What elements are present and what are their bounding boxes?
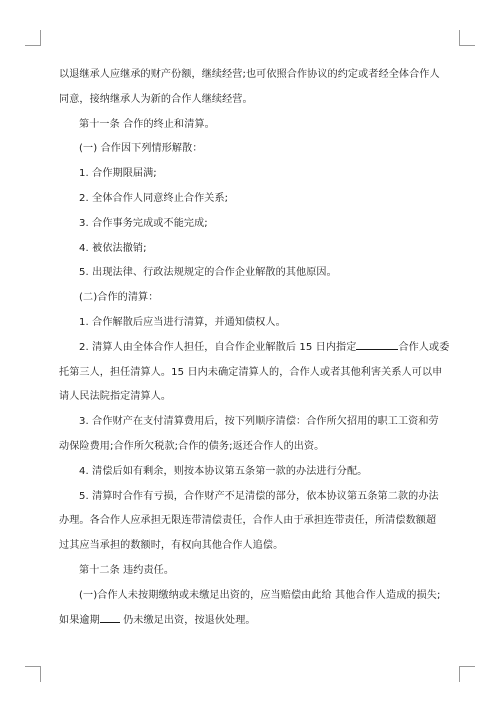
fill-in-blank [100, 610, 120, 623]
paragraph-line: 以退继承人应继承的财产份额，继续经营;也可依照合作协议的约定或者经全体合作人 [59, 69, 440, 80]
section-heading-dissolution: (一) 合作因下列情形解散： [79, 143, 203, 155]
paragraph-line: 过其应当承担的数额时，有权向其他合作人追偿。 [59, 540, 284, 552]
crop-mark-bottom-right [459, 666, 460, 682]
text-segment: 合作人或委 [398, 341, 450, 353]
list-item: 4. 被依法撤销; [79, 242, 147, 254]
list-item: 3. 合作事务完成或不能完成; [79, 217, 208, 229]
crop-mark-top-left [40, 30, 41, 46]
list-item: 4. 清偿后如有剩余，则按本协议第五条第一款的办法进行分配。 [79, 465, 368, 477]
list-item: 5. 清算时合作有亏损，合作财产不足清偿的部分，依本协议第五条第二款的办法 [79, 490, 439, 502]
paragraph-line: 办理。各合作人应承担无限连带清偿责任，合作人由于承担连带责任，所清偿数额超 [59, 515, 437, 527]
crop-mark-top-left [25, 45, 40, 46]
list-item: (一)合作人未按期缴纳或未缴足出资的，应当赔偿由此给 其他合作人造成的损失; [79, 589, 441, 601]
crop-mark-bottom-right [459, 666, 475, 667]
paragraph-line: 动保险费用;合作所欠税款;合作的债务;返还合作人的出资。 [59, 440, 325, 452]
text-segment: 如果逾期 [59, 614, 100, 626]
article-heading-11: 第十一条 合作的终止和清算。 [79, 118, 215, 130]
document-body [59, 63, 449, 633]
fill-in-blank [356, 337, 398, 350]
section-heading-liquidation: (二)合作的清算： [79, 292, 159, 304]
crop-mark-bottom-left [25, 666, 40, 667]
paragraph-line: 托第三人，担任清算人。15 日内未确定清算人的，合作人或者其他利害关系人可以申 [59, 366, 443, 378]
crop-mark-top-right [459, 30, 460, 46]
text-segment: 2. 清算人由全体合作人担任，自合作企业解散后 15 日内指定 [79, 341, 357, 353]
list-item: 1. 合作解散后应当进行清算，并通知债权人。 [79, 316, 286, 328]
crop-mark-top-right [459, 45, 475, 46]
paragraph-line: 请人民法院指定清算人。 [59, 391, 172, 403]
list-item: 3. 合作财产在支付清算费用后，按下列顺序清偿：合作所欠招用的职工工资和劳 [79, 416, 439, 428]
list-item [59, 336, 449, 361]
paragraph-line [59, 609, 449, 634]
crop-mark-bottom-left [40, 666, 41, 682]
list-item: 2. 全体合作人同意终止合作关系; [79, 192, 229, 204]
list-item: 1. 合作期限届满; [79, 168, 157, 180]
text-segment: 仍未缴足出资，按退伙处理。 [119, 614, 256, 626]
article-heading-12: 第十二条 违约责任。 [79, 564, 175, 576]
paragraph-line: 同意，接纳继承人为新的合作人继续经营。 [59, 93, 253, 105]
list-item: 5. 出现法律、行政法规规定的合作企业解散的其他原因。 [79, 267, 337, 279]
